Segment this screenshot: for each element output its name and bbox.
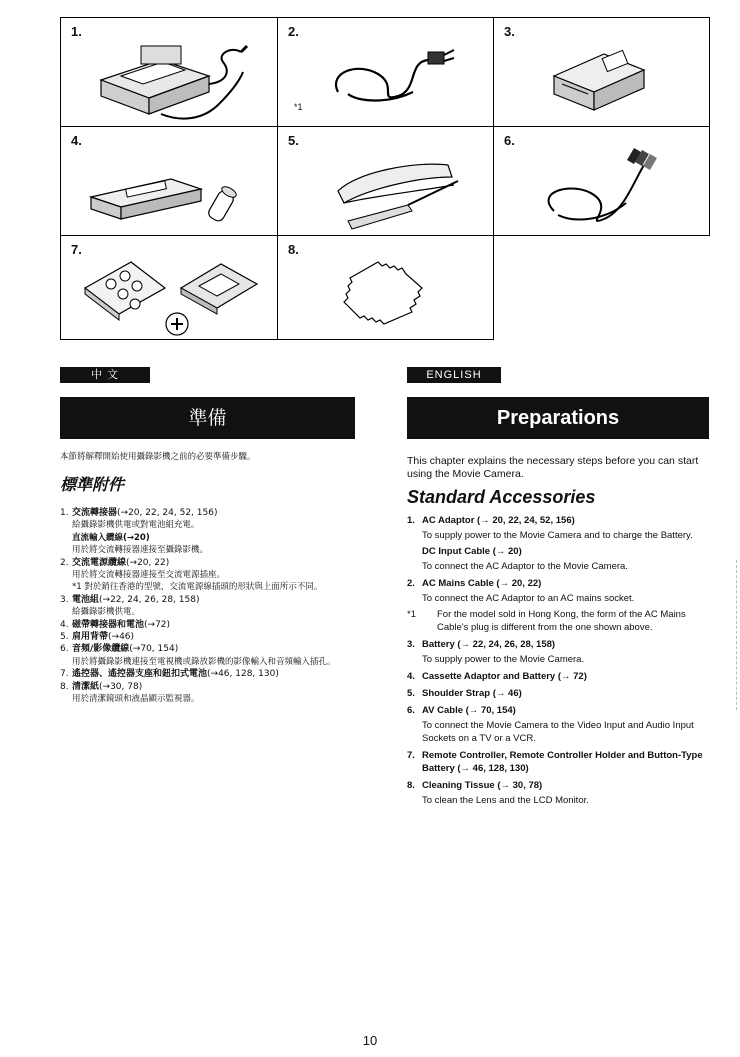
cell-number: 8. [288,242,299,257]
chinese-chapter-banner: 準備 [60,397,355,439]
en-accessory-3-desc: To supply power to the Movie Camera. [422,654,585,665]
en-accessory-8: 8. Cleaning Tissue (→ 30, 78) [407,780,543,791]
battery-pack-icon [544,32,654,117]
en-accessory-1-sub-desc: To connect the AC Adaptor to the Movie Camera. [422,561,628,572]
zh-accessory-1-sub: 直流輸入纜線(→20) [72,532,150,543]
zh-accessory-8: 8. 清潔紙(→30, 78) [60,681,143,692]
accessory-illustration-grid [60,17,710,340]
zh-accessory-2: 2. 交流電源纜線(→20, 22) [60,557,170,568]
zh-accessory-7: 7. 遙控器、遙控器支座和鈕扣式電池(→46, 128, 130) [60,669,279,680]
zh-accessory-4: 4. 磁帶轉接器和電池(→72) [60,619,171,630]
english-chapter-banner: Preparations [407,397,709,439]
en-accessory-6: 6. AV Cable (→ 70, 154) [407,705,516,716]
en-accessory-2: 2. AC Mains Cable (→ 20, 22) [407,578,542,589]
scan-edge-mark [736,560,738,710]
zh-accessory-8-desc: 用於清潔鏡頭和液晶顯示監視器。 [72,694,200,705]
en-accessory-1-desc: To supply power to the Movie Camera and to charge the Battery. [422,530,693,541]
accessory-cell-8 [277,235,494,340]
zh-accessory-6: 6. 音頻/影像纜線(→70, 154) [60,644,179,655]
chinese-intro: 本節將解釋開始使用攝錄影機之前的必要準備步驟。 [60,452,256,462]
cell-number: 2. [288,24,299,39]
remote-controller-icon [81,248,261,338]
en-accessory-1: 1. AC Adaptor (→ 20, 22, 24, 52, 156) [407,515,575,526]
cell-number: 3. [504,24,515,39]
en-accessory-1-sub: DC Input Cable (→ 20) [422,546,522,557]
en-accessory-2-note: *1 For the model sold in Hong Kong, the form of the AC Mains Cable's plug is different from the one shown above. [407,609,686,633]
zh-accessory-2-desc: 用於將交流轉接器連接至交流電源插座。 [72,570,226,581]
zh-accessory-1-desc: 給攝錄影機供電或對電池組充電。 [72,520,200,531]
accessory-cell-3 [493,17,710,127]
av-cable-icon [534,141,664,231]
zh-accessory-1: 1. 交流轉接器(→20, 22, 24, 52, 156) [60,508,218,518]
english-language-label: ENGLISH [407,367,501,383]
cell-number: 6. [504,133,515,148]
zh-accessory-3-desc: 給攝錄影機供電。 [72,607,141,618]
zh-accessory-6-desc: 用於將攝錄影機連接至電視機或錄放影機的影像輸入和音頻輸入插孔。 [72,656,336,667]
cell-number: 5. [288,133,299,148]
chinese-section-heading: 標準附件 [60,475,125,494]
cell-number: 7. [71,242,82,257]
english-intro: This chapter explains the necessary steps before you can start using the Movie Camera. [407,455,699,480]
chinese-column [60,450,360,706]
en-accessory-6-desc: To connect the Movie Camera to the Video Input and Audio Input Sockets on a TV or a VCR. [422,720,694,744]
en-accessory-3: 3. Battery (→ 22, 24, 26, 28, 158) [407,639,556,650]
en-accessory-8-desc: To clean the Lens and the LCD Monitor. [422,795,589,806]
en-accessory-7: 7. Remote Controller, Remote Controller Holder and Button-Type Battery (→ 46, 128, 130) [407,750,703,774]
zh-accessory-5: 5. 肩用背帶(→46) [60,632,135,643]
accessory-cell-5 [277,126,494,236]
english-column [407,455,712,807]
english-section-heading: Standard Accessories [407,487,596,507]
cell-note: *1 [294,102,303,112]
ac-adaptor-icon [91,32,251,122]
page-number: 10 [362,1033,378,1048]
accessory-cell-7 [60,235,278,340]
zh-accessory-1-sub-desc: 用於將交流轉接器連接至攝錄影機。 [72,545,209,556]
shoulder-strap-icon [318,141,468,231]
en-accessory-2-desc: To connect the AC Adaptor to an AC mains socket. [422,593,635,604]
cell-number: 4. [71,133,82,148]
accessory-cell-4 [60,126,278,236]
mains-cable-icon [318,32,468,112]
cleaning-tissue-icon [338,258,428,328]
en-accessory-5: 5. Shoulder Strap (→ 46) [407,688,522,699]
accessory-cell-1 [60,17,278,127]
en-accessory-4: 4. Cassette Adaptor and Battery (→ 72) [407,671,587,682]
zh-accessory-3: 3. 電池組(→22, 24, 26, 28, 158) [60,594,200,605]
accessory-cell-6 [493,126,710,236]
chinese-language-label: 中 文 [60,367,150,383]
cassette-adaptor-icon [81,145,261,230]
cell-number: 1. [71,24,82,39]
accessory-cell-2 [277,17,494,127]
zh-accessory-2-note: *1 對於銷往香港的型號，交流電源線插頭的形狀與上面所示不同。 [72,582,323,593]
